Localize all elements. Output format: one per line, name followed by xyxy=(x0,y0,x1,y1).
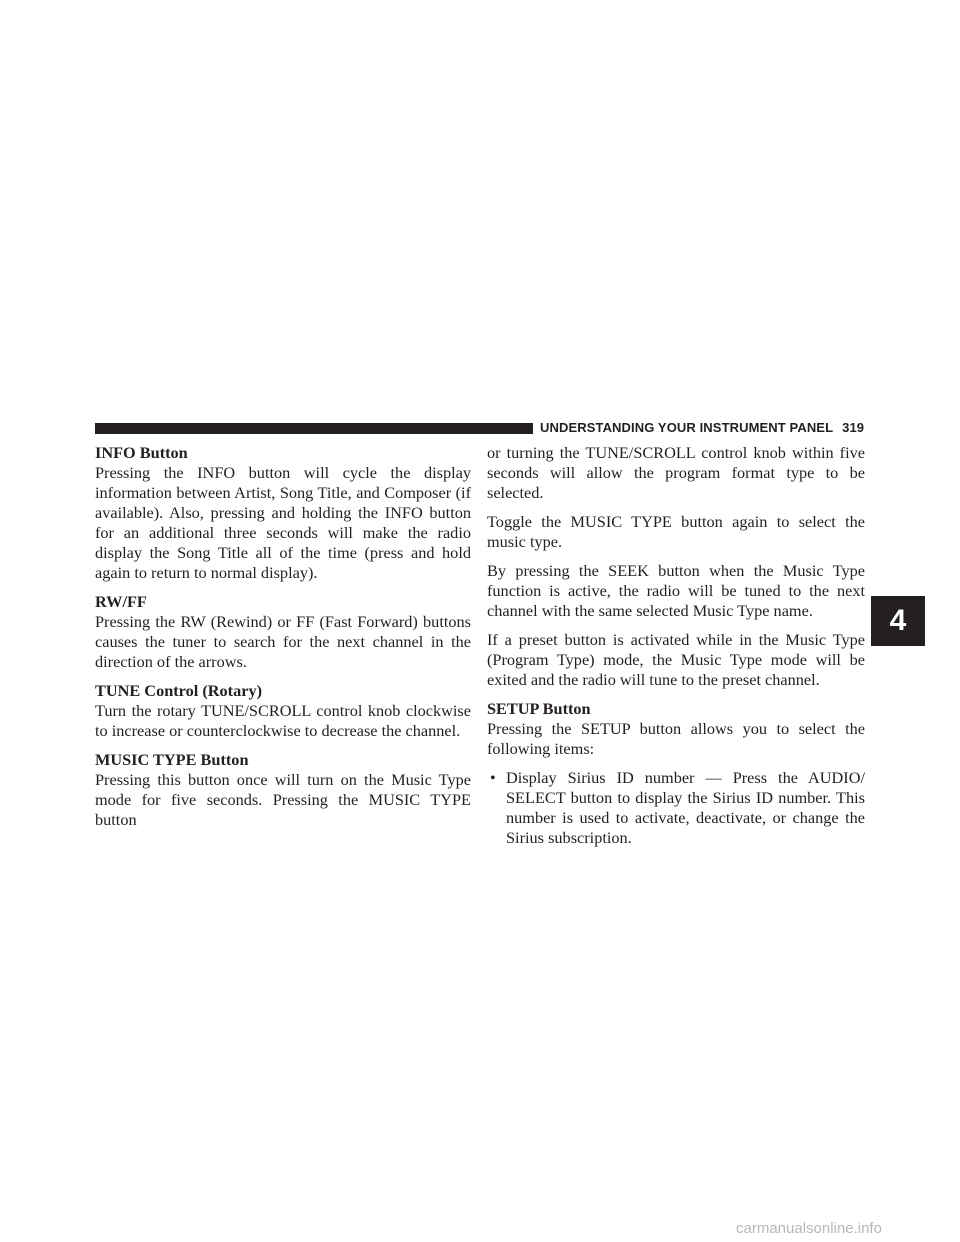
bullet-marker: • xyxy=(490,768,496,787)
bullet-list-item xyxy=(487,768,865,848)
tune-control-heading: TUNE Control (Rotary) xyxy=(95,681,263,700)
info-button-heading: INFO Button xyxy=(95,443,188,462)
section-title: UNDERSTANDING YOUR INSTRUMENT PANEL xyxy=(540,420,834,435)
info-button-text: Pressing the INFO button will cycle the display information between Artist, Song Title, and Composer (if available). Also, pressing and holding the INFO button for an additional three seconds will make the radio display the Song Title all of the time (press and hold again to return to normal display). xyxy=(95,463,471,582)
preset-paragraph: If a preset button is activated while in the Music Type (Program Type) mode, the Music Type mode will be exited and the radio will tune to the preset channel. xyxy=(487,630,865,689)
rwff-text: Pressing the RW (Rewind) or FF (Fast Forward) buttons causes the tuner to search for the next channel in the direction of the arrows. xyxy=(95,612,471,671)
music-type-heading: MUSIC TYPE Button xyxy=(95,750,249,769)
toggle-paragraph: Toggle the MUSIC TYPE button again to select the music type. xyxy=(487,512,865,551)
setup-button-text: Pressing the SETUP button allows you to select the following items: xyxy=(487,719,865,758)
right-column xyxy=(487,443,865,848)
chapter-tab: 4 xyxy=(871,596,925,646)
music-type-continuation: or turning the TUNE/SCROLL control knob within five seconds will allow the program format type to be selected. xyxy=(487,443,865,502)
seek-paragraph: By pressing the SEEK button when the Music Type function is active, the radio will be tuned to the next channel with the same selected Music Type name. xyxy=(487,561,865,620)
page-number: 319 xyxy=(842,420,865,435)
music-type-text: Pressing this button once will turn on the Music Type mode for five seconds. Pressing the MUSIC TYPE button xyxy=(95,770,471,829)
running-header xyxy=(540,420,866,436)
watermark: carmanualsonline.info xyxy=(736,1220,882,1237)
left-column xyxy=(95,443,471,830)
setup-button-heading: SETUP Button xyxy=(487,699,591,718)
rwff-heading: RW/FF xyxy=(95,592,147,611)
bullet-text: Display Sirius ID number — Press the AUDIO/ SELECT button to display the Sirius ID number. This number is used to activate, deactivate, or change the Sirius subscription. xyxy=(506,768,865,847)
header-rule xyxy=(95,423,533,434)
tune-control-text: Turn the rotary TUNE/SCROLL control knob clockwise to increase or counterclockwise to decrease the channel. xyxy=(95,701,471,740)
